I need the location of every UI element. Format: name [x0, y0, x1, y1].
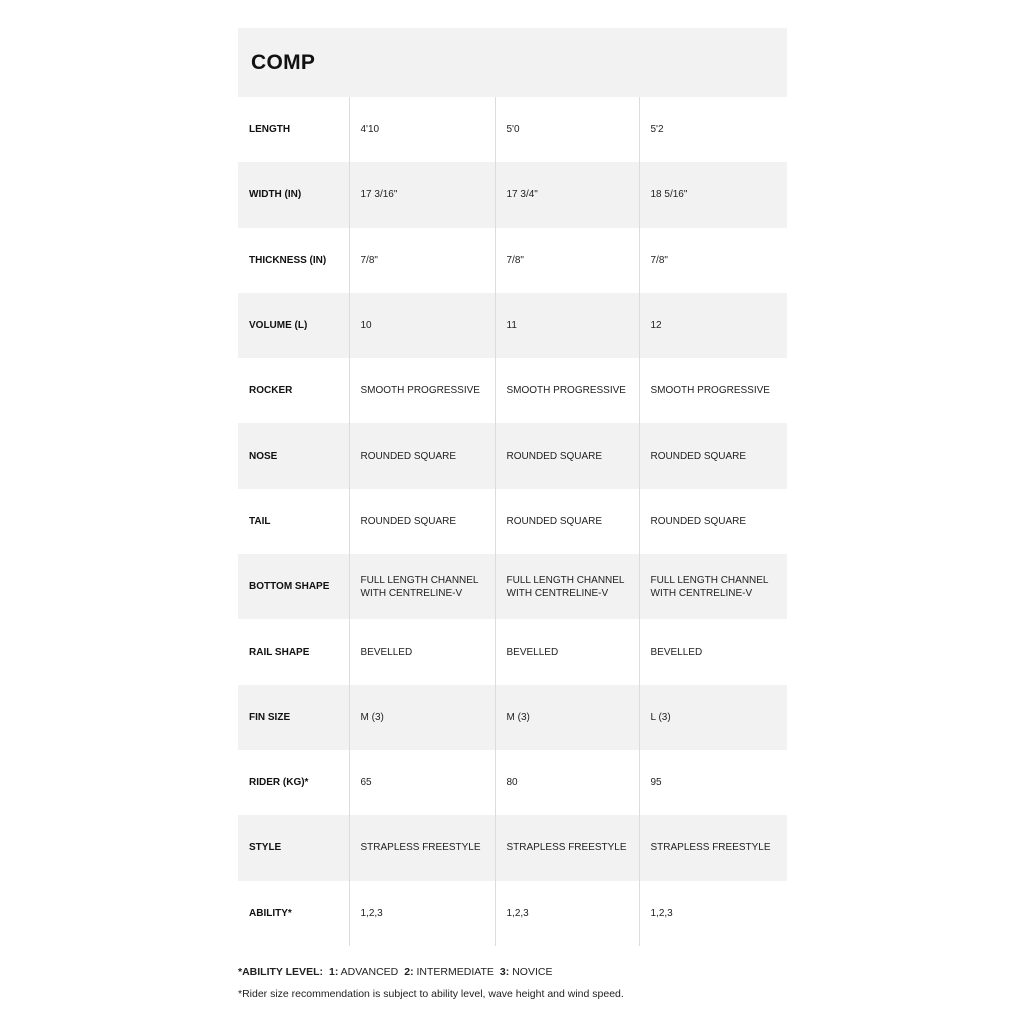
table-row-rail-shape — [238, 619, 787, 684]
table-cell: SMOOTH PROGRESSIVE — [639, 358, 787, 423]
table-row-bottom-shape — [238, 554, 787, 619]
table-cell: ROUNDED SQUARE — [495, 489, 639, 554]
row-label: STYLE — [249, 842, 282, 854]
level-name: NOVICE — [512, 966, 553, 978]
level-number: 3: — [499, 966, 510, 978]
level-name: INTERMEDIATE — [416, 966, 494, 978]
rider-note: *Rider size recommendation is subject to ability level, wave height and wind speed. — [238, 988, 624, 1000]
row-label: RIDER (KG)* — [249, 777, 309, 789]
spec-table — [238, 97, 787, 946]
table-cell: 10 — [349, 293, 495, 358]
table-cell: 1,2,3 — [349, 881, 495, 946]
table-row-style — [238, 815, 787, 880]
table-cell: 17 3/16" — [349, 162, 495, 227]
level-number: 1: — [328, 966, 339, 978]
table-cell: FULL LENGTH CHANNEL WITH CENTRELINE-V — [349, 554, 495, 619]
row-label: RAIL SHAPE — [249, 646, 310, 658]
row-label: VOLUME (L) — [249, 320, 308, 332]
table-cell: BEVELLED — [349, 619, 495, 684]
row-label: NOSE — [249, 450, 278, 462]
table-row-tail — [238, 489, 787, 554]
table-row-width — [238, 162, 787, 227]
table-row-length — [238, 97, 787, 162]
table-row-volume — [238, 293, 787, 358]
table-cell: 1,2,3 — [495, 881, 639, 946]
level-number: 2: — [404, 966, 414, 978]
table-cell: SMOOTH PROGRESSIVE — [349, 358, 495, 423]
table-row-rider — [238, 750, 787, 815]
page-title: COMP — [251, 50, 316, 74]
ability-legend — [238, 965, 798, 979]
row-label: LENGTH — [249, 124, 291, 136]
level-name: ADVANCED — [340, 966, 399, 978]
footnotes — [238, 965, 798, 1001]
table-cell: FULL LENGTH CHANNEL WITH CENTRELINE-V — [639, 554, 787, 619]
table-cell: M (3) — [349, 685, 495, 750]
table-cell: 65 — [349, 750, 495, 815]
row-label: TAIL — [249, 515, 271, 527]
table-cell: 5'2 — [639, 97, 787, 162]
table-cell: STRAPLESS FREESTYLE — [349, 815, 495, 880]
table-cell: 1,2,3 — [639, 881, 787, 946]
table-cell: 7/8" — [349, 228, 495, 293]
table-cell: L (3) — [639, 685, 787, 750]
table-row-nose — [238, 423, 787, 488]
table-cell: 80 — [495, 750, 639, 815]
table-cell: 11 — [495, 293, 639, 358]
table-cell: BEVELLED — [639, 619, 787, 684]
row-label: THICKNESS (IN) — [249, 254, 327, 266]
table-cell: 17 3/4" — [495, 162, 639, 227]
table-cell: 12 — [639, 293, 787, 358]
table-cell: STRAPLESS FREESTYLE — [495, 815, 639, 880]
table-cell: 95 — [639, 750, 787, 815]
table-cell: 18 5/16" — [639, 162, 787, 227]
table-cell: BEVELLED — [495, 619, 639, 684]
table-cell: STRAPLESS FREESTYLE — [639, 815, 787, 880]
table-cell: ROUNDED SQUARE — [639, 423, 787, 488]
spec-table-body — [238, 97, 787, 946]
table-cell: 5'0 — [495, 97, 639, 162]
ability-legend-title: *ABILITY LEVEL: — [238, 966, 323, 978]
table-cell: ROUNDED SQUARE — [495, 423, 639, 488]
table-row-ability — [238, 881, 787, 946]
row-label: WIDTH (IN) — [249, 189, 302, 201]
table-cell: 7/8" — [639, 228, 787, 293]
title-bar — [238, 28, 787, 97]
table-cell: FULL LENGTH CHANNEL WITH CENTRELINE-V — [495, 554, 639, 619]
table-cell: ROUNDED SQUARE — [639, 489, 787, 554]
table-cell: ROUNDED SQUARE — [349, 489, 495, 554]
table-cell: SMOOTH PROGRESSIVE — [495, 358, 639, 423]
table-cell: ROUNDED SQUARE — [349, 423, 495, 488]
row-label: ABILITY* — [249, 907, 292, 919]
table-cell: 7/8" — [495, 228, 639, 293]
table-row-thickness — [238, 228, 787, 293]
table-cell: 4'10 — [349, 97, 495, 162]
row-label: BOTTOM SHAPE — [249, 581, 330, 593]
row-label: ROCKER — [249, 385, 293, 397]
row-label: FIN SIZE — [249, 711, 291, 723]
spec-card — [238, 28, 787, 946]
table-row-fin-size — [238, 685, 787, 750]
table-cell: M (3) — [495, 685, 639, 750]
table-row-rocker — [238, 358, 787, 423]
